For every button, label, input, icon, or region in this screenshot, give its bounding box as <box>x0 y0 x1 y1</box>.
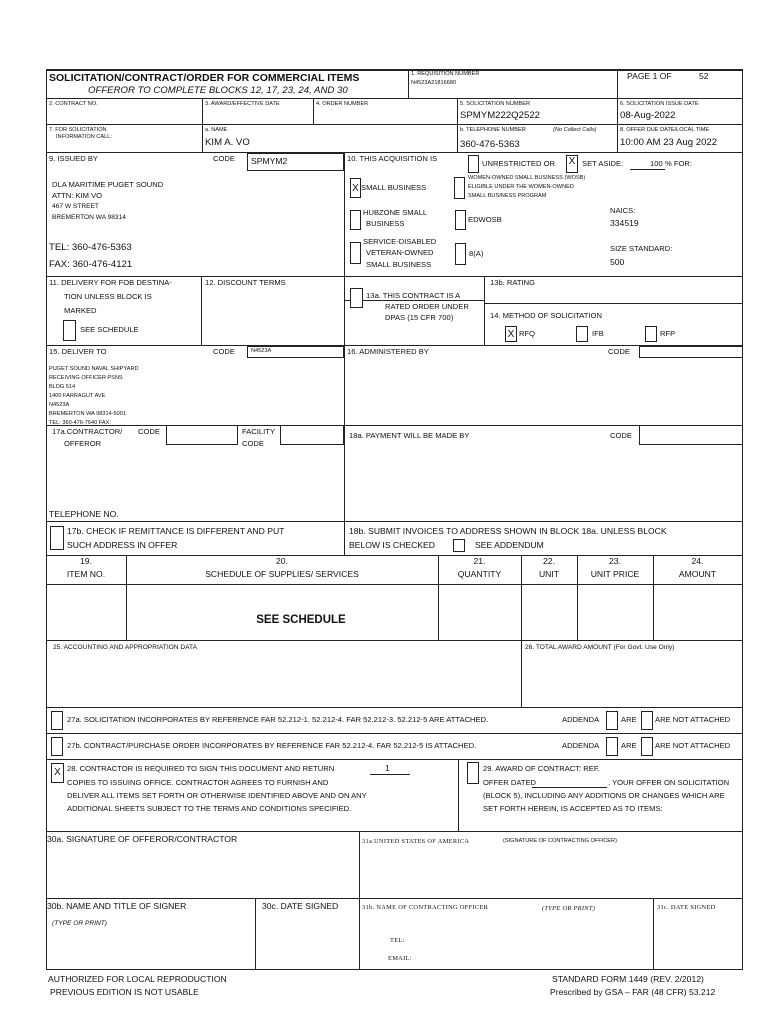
27b-addenda-label: ADDENDA <box>562 741 600 750</box>
size-standard-label: SIZE STANDARD: <box>610 244 673 253</box>
fob-see-schedule: SEE SCHEDULE <box>80 325 139 334</box>
col-quantity-header: QUANTITY <box>457 569 502 579</box>
set-aside-percent: 100 <box>650 159 663 168</box>
block-29-line-1: 29. AWARD OF CONTRACT: REF. <box>483 764 600 773</box>
set-aside-label: SET ASIDE: <box>582 159 624 168</box>
size-standard-value: 500 <box>610 257 625 267</box>
contractor-code-box <box>166 425 238 445</box>
col-22-number: 22. <box>543 556 555 566</box>
block-28-line-4: ADDITIONAL SHEETS SUBJECT TO THE TERMS AND CONDITIONS SPECIFIED. <box>67 804 352 813</box>
award-date-label: 3. AWARD/EFFECTIVE DATE <box>205 101 280 107</box>
wosb-checkbox[interactable] <box>454 177 465 199</box>
signature-officer-note: (SIGNATURE OF CONTRACTING OFFICER) <box>503 838 617 844</box>
27a-are-not-checkbox[interactable] <box>641 711 653 730</box>
administered-code-box <box>639 346 743 358</box>
block-28-line-1: 28. CONTRACTOR IS REQUIRED TO SIGN THIS DOCUMENT AND RETURN <box>67 764 335 773</box>
issued-by-fax: FAX: 360-476-4121 <box>49 259 133 270</box>
naics-value: 334519 <box>610 218 639 228</box>
page-label: PAGE 1 OF <box>627 71 672 81</box>
page-total: 52 <box>699 71 709 81</box>
issue-date: 08-Aug-2022 <box>620 110 676 121</box>
facility-code-box <box>280 425 344 445</box>
col-supplies-header: SCHEDULE OF SUPPLIES/ SERVICES <box>205 569 359 579</box>
27b-are-not-checkbox[interactable] <box>641 737 653 756</box>
rated-order-checkbox[interactable] <box>350 288 363 308</box>
27a-are-checkbox[interactable] <box>606 711 618 730</box>
solicitation-number: SPMYM222Q2522 <box>460 110 540 121</box>
set-aside-percent-for: % FOR: <box>665 159 693 168</box>
requisition-label: 1. REQUISITION NUMBER <box>411 71 480 77</box>
signer-name-label: 30b. NAME AND TITLE OF SIGNER <box>47 901 187 911</box>
form-title: SOLICITATION/CONTRACT/ORDER FOR COMMERCIAL ITEMS <box>49 72 360 84</box>
rated-line-1: 13a. THIS CONTRACT IS A <box>366 291 461 300</box>
remittance-checkbox[interactable] <box>50 526 64 550</box>
payment-code-label: CODE <box>610 431 632 440</box>
footer-authorized: AUTHORIZED FOR LOCAL REPRODUCTION <box>48 974 227 984</box>
signer-type-print: (TYPE OR PRINT) <box>52 920 107 927</box>
signature-offeror-label: 30a. SIGNATURE OF OFFEROR/CONTRACTOR <box>47 834 238 844</box>
facility-code-label-2: CODE <box>242 439 264 448</box>
see-addendum-checkbox[interactable] <box>453 539 465 552</box>
contractor-label: 17a.CONTRACTOR/ <box>52 427 123 436</box>
phone-label: b. TELEPHONE NUMBER <box>460 127 526 133</box>
sdvosb-checkbox[interactable] <box>350 242 361 264</box>
total-award-label: 26. TOTAL AWARD AMOUNT (For Govt. Use Only) <box>525 644 675 651</box>
wosb-line-2: ELIGIBLE UNDER THE WOMEN-OWNED <box>468 184 574 190</box>
fob-see-schedule-checkbox[interactable] <box>63 320 76 341</box>
rating-label: 13b. RATING <box>490 278 536 287</box>
issued-by-code: SPMYM2 <box>251 156 288 166</box>
deliver-to-line: N4523A <box>49 402 70 408</box>
col-21-number: 21. <box>473 556 486 566</box>
facility-code-label: FACILITY <box>242 427 275 436</box>
accounting-label: 25. ACCOUNTING AND APPROPRIATION DATA <box>53 644 197 651</box>
discount-terms-label: 12. DISCOUNT TERMS <box>205 278 286 287</box>
deliver-to-line: BREMERTON WA 98314-5001 <box>49 411 127 417</box>
signature-offeror-field[interactable] <box>47 846 357 896</box>
sdvosb-line-2: VETERAN-OWNED <box>366 248 434 257</box>
issued-by-line-3: 467 W STREET <box>52 203 99 210</box>
info-call-label-2: INFORMATION CALL: <box>56 134 112 140</box>
rated-line-2: RATED ORDER UNDER <box>385 302 469 311</box>
payment-code-box <box>639 425 743 445</box>
officer-tel-label: TEL: <box>390 937 405 944</box>
col-unit-header: UNIT <box>538 569 560 579</box>
set-aside-checkbox[interactable]: X <box>566 155 578 173</box>
col-unit-price-header: UNIT PRICE <box>590 569 640 579</box>
see-addendum-label: SEE ADDENDUM <box>475 540 544 550</box>
footer-form-number: STANDARD FORM 1449 (REV. 2/2012) <box>552 974 704 984</box>
issue-date-label: 6. SOLICITATION ISSUE DATE <box>620 101 699 107</box>
order-number-label: 4. ORDER NUMBER <box>316 101 369 107</box>
deliver-to-line: PUGET SOUND NAVAL SHIPYARD <box>49 366 139 372</box>
see-schedule-text: SEE SCHEDULE <box>256 614 346 626</box>
rfq-checkbox[interactable]: X <box>505 326 517 342</box>
phone-note: (No Collect Calls) <box>553 127 597 133</box>
issued-by-line-4: BREMERTON WA 98314 <box>52 214 126 221</box>
wosb-line-3: SMALL BUSINESS PROGRAM <box>468 193 547 199</box>
issued-by-tel: TEL: 360-476-5363 <box>49 242 132 253</box>
acquisition-label: 10. THIS ACQUISITION IS <box>347 154 438 163</box>
block-29-line-2b: . YOUR OFFER ON SOLICITATION <box>608 778 730 787</box>
unrestricted-label: UNRESTRICTED OR <box>482 159 555 168</box>
payment-label: 18a. PAYMENT WILL BE MADE BY <box>349 431 470 440</box>
block-29-line-3: (BLOCK 5), INCLUDING ANY ADDITIONS OR CHANGES WHICH ARE <box>483 791 725 800</box>
telephone-label: TELEPHONE NO. <box>49 509 119 519</box>
offer-due-date: 10:00 AM 23 Aug 2022 <box>620 137 718 148</box>
27a-addenda-label: ADDENDA <box>562 715 600 724</box>
issued-by-line-1: DLA MARITIME PUGET SOUND <box>52 180 164 189</box>
27a-text: 27a. SOLICITATION INCORPORATES BY REFERENCE FAR 52.212-1. 52.212-4. FAR 52.212-3. 52.212-5 ARE ATTACHED. <box>67 715 489 724</box>
method-label: 14. METHOD OF SOLICITATION <box>490 311 602 320</box>
invoice-line-2: BELOW IS CHECKED <box>349 540 435 550</box>
administered-by-label: 16. ADMINISTERED BY <box>347 347 429 356</box>
administered-code-label: CODE <box>608 347 630 356</box>
date-signed-label: 30c. DATE SIGNED <box>262 901 339 911</box>
deliver-to-code: N4523A <box>251 348 272 354</box>
col-20-number: 20. <box>276 556 288 566</box>
27a-are-not-label: ARE NOT ATTACHED <box>655 715 731 724</box>
small-business-checkbox[interactable]: X <box>350 178 361 198</box>
rfq-label: RFQ <box>519 329 536 338</box>
invoice-line-1: 18b. SUBMIT INVOICES TO ADDRESS SHOWN IN BLOCK 18a. UNLESS BLOCK <box>349 526 667 536</box>
contract-no-label: 2. CONTRACT NO. <box>49 101 98 107</box>
8a-label: 8(A) <box>469 249 484 258</box>
requisition-number: N4523A21816680 <box>411 80 457 86</box>
col-23-number: 23. <box>609 556 621 566</box>
rated-line-3: DPAS (15 CFR 700) <box>385 313 454 322</box>
27b-are-not-label: ARE NOT ATTACHED <box>655 741 731 750</box>
fob-line-2: TION UNLESS BLOCK IS <box>64 292 152 301</box>
issued-by-code-label: CODE <box>213 154 235 163</box>
deliver-to-label: 15. DELIVER TO <box>49 347 107 356</box>
officer-email-label: EMAIL: <box>388 955 412 962</box>
hubzone-checkbox[interactable] <box>350 210 361 230</box>
footer-prescribed: Prescribed by GSA – FAR (48 CFR) 53.212 <box>550 987 716 997</box>
deliver-to-line: BLDG 514 <box>49 384 76 390</box>
deliver-to-code-label: CODE <box>213 347 235 356</box>
block-28-line-3: DELIVER ALL ITEMS SET FORTH OR OTHERWISE IDENTIFIED ABOVE AND ON ANY <box>67 791 367 800</box>
27b-are-checkbox[interactable] <box>606 737 618 756</box>
deliver-to-line: 1400 FARRAGUT AVE <box>49 393 106 399</box>
ifb-label: IFB <box>592 329 604 338</box>
col-item-no-header: ITEM NO. <box>66 569 106 579</box>
deliver-to-line: TEL: 360-476-7640 FAX: <box>49 420 111 426</box>
naics-label: NAICS: <box>610 206 636 215</box>
hubzone-line-1: HUBZONE SMALL <box>363 208 428 217</box>
block-28-line-2: COPIES TO ISSUING OFFICE. CONTRACTOR AGREES TO FURNISH AND <box>67 778 329 787</box>
contact-name: KIM A. VO <box>205 137 250 148</box>
wosb-line-1: WOMEN-OWNED SMALL BUSINESS (WOSB) <box>468 175 586 181</box>
remittance-line-2: SUCH ADDRESS IN OFFER <box>67 540 178 550</box>
officer-name-label: 31b. NAME OF CONTRACTING OFFICER <box>362 904 489 911</box>
solicitation-number-label: 5. SOLICITATION NUMBER <box>460 101 531 107</box>
issued-by-label: 9. ISSUED BY <box>49 154 98 163</box>
remittance-line-1: 17b. CHECK IF REMITTANCE IS DIFFERENT AND PUT <box>67 526 285 536</box>
hubzone-line-2: BUSINESS <box>366 219 405 228</box>
name-label: a. NAME <box>205 127 228 133</box>
signature-officer-field[interactable] <box>362 848 740 896</box>
27b-are-label: ARE <box>621 741 637 750</box>
contact-phone: 360-476-5363 <box>460 139 520 150</box>
block-28-copies: 1 <box>385 763 390 773</box>
footer-previous-edition: PREVIOUS EDITION IS NOT USABLE <box>50 987 199 997</box>
sdvosb-line-1: SERVICE-DISABLED <box>363 237 437 246</box>
block-29-line-2a: OFFER DATED <box>483 778 537 787</box>
27a-checkbox[interactable] <box>51 711 63 730</box>
ifb-checkbox[interactable] <box>576 326 588 342</box>
signature-usa-label: 31a.UNITED STATES OF AMERICA <box>362 838 470 845</box>
27b-text: 27b. CONTRACT/PURCHASE ORDER INCORPORATES BY REFERENCE FAR 52.212-4. FAR 52.212-5 IS ATTACHED. <box>67 741 477 750</box>
contractor-code-label: CODE <box>138 427 160 436</box>
fob-line-3: MARKED <box>64 306 97 315</box>
edwosb-checkbox[interactable] <box>455 210 466 230</box>
col-amount-header: AMOUNT <box>678 569 717 579</box>
block-29-checkbox[interactable] <box>467 762 479 784</box>
27b-checkbox[interactable] <box>51 737 63 756</box>
small-business-label: SMALL BUSINESS <box>361 183 427 192</box>
col-24-number: 24. <box>691 556 704 566</box>
unrestricted-checkbox[interactable] <box>468 155 479 173</box>
block-29-line-4: SET FORTH HEREIN, IS ACCEPTED AS TO ITEMS: <box>483 804 663 813</box>
block-28-checkbox[interactable]: X <box>51 763 64 783</box>
edwosb-label: EDWOSB <box>468 215 502 224</box>
officer-type-print: (TYPE OR PRINT) <box>542 905 596 912</box>
info-call-label: 7. FOR SOLICITATION <box>49 127 107 133</box>
27a-are-label: ARE <box>621 715 637 724</box>
contractor-label-2: OFFEROR <box>64 439 102 448</box>
col-19-number: 19. <box>80 556 92 566</box>
fob-line-1: 11. DELIVERY FOR FOB DESTINA- <box>49 278 172 287</box>
8a-checkbox[interactable] <box>455 243 466 265</box>
rfp-checkbox[interactable] <box>645 326 657 342</box>
rfp-label: RFP <box>660 329 676 338</box>
sdvosb-line-3: SMALL BUSINESS <box>366 260 432 269</box>
due-date-label: 8. OFFER DUE DATE/LOCAL TIME <box>620 127 710 133</box>
deliver-to-line: RECEIVING OFFICER PSNS <box>49 375 123 381</box>
form-subtitle: OFFEROR TO COMPLETE BLOCKS 12, 17, 23, 24, AND 30 <box>88 85 348 96</box>
officer-date-label: 31c. DATE SIGNED <box>657 904 716 911</box>
issued-by-line-2: ATTN: KIM VO <box>52 191 103 200</box>
